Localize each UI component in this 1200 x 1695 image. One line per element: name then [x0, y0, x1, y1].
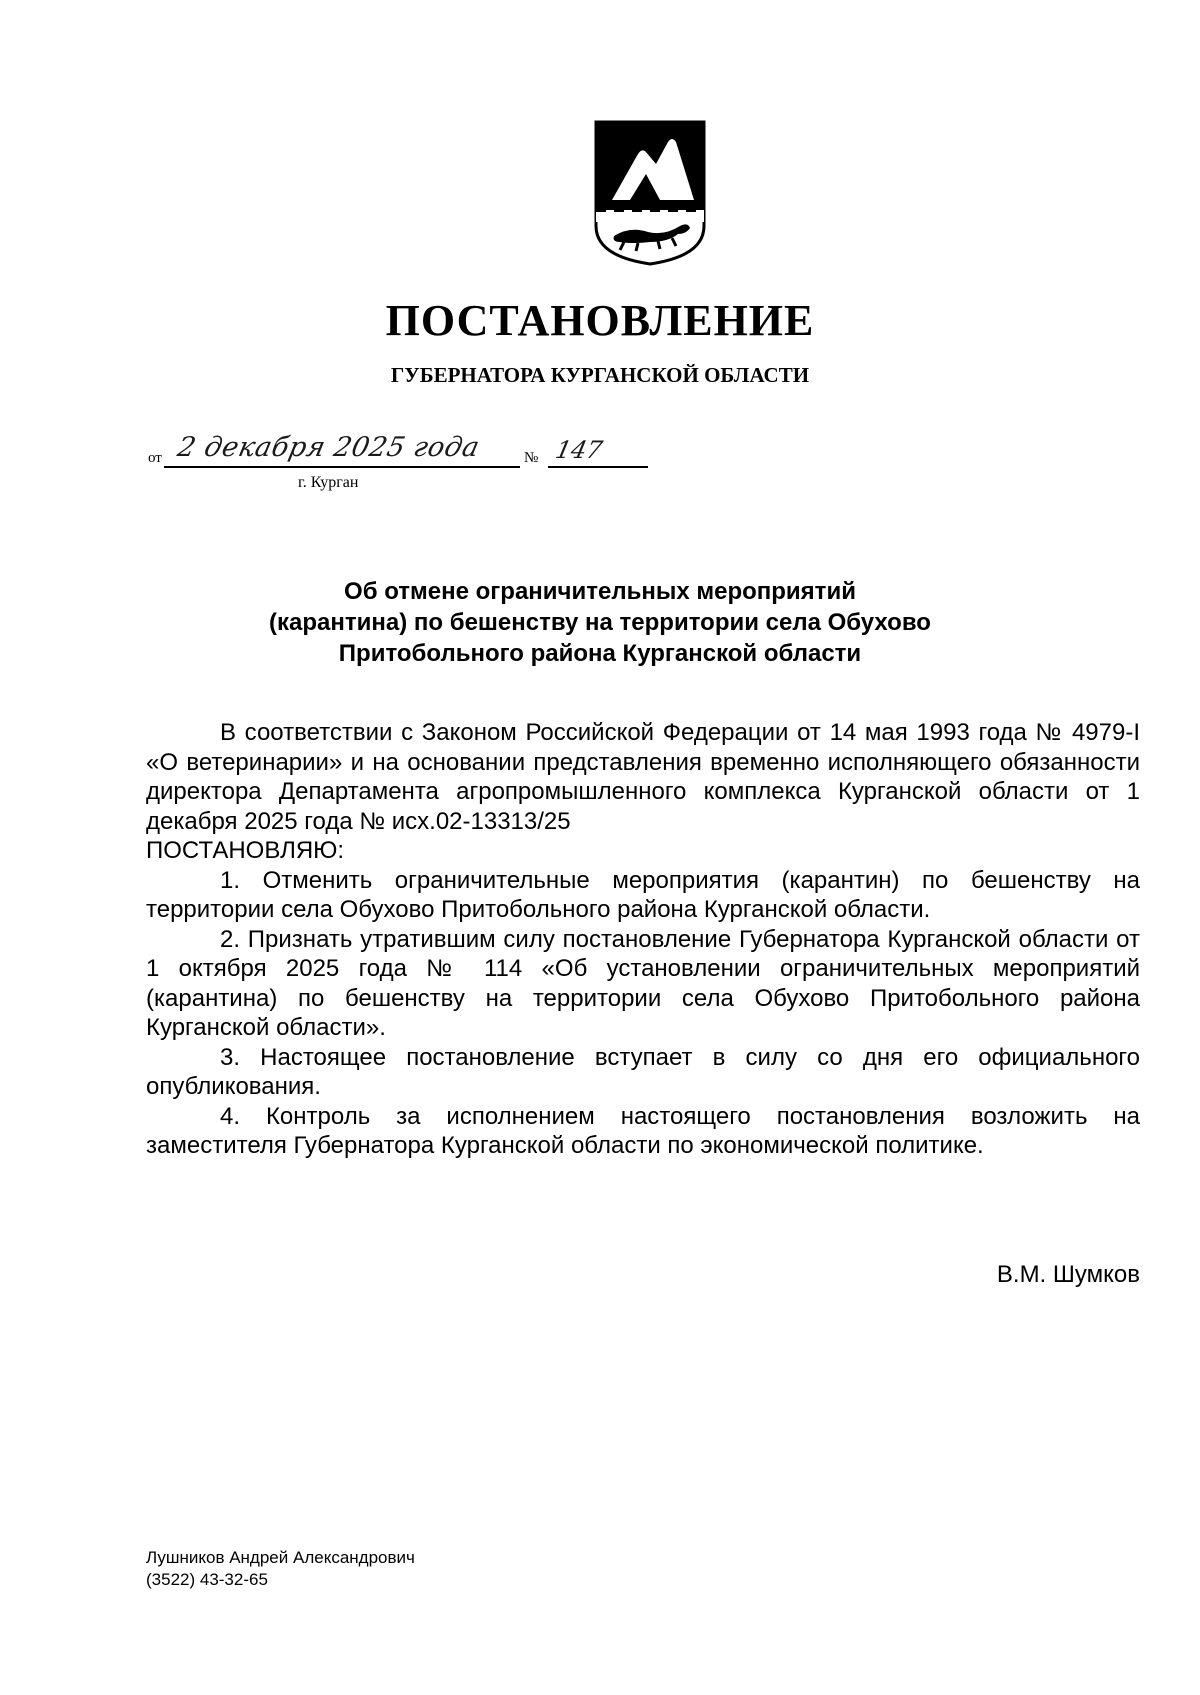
- document-subject: [150, 576, 1050, 669]
- document-body: [146, 718, 1140, 1161]
- executor-phone: (3522) 43-32-65: [146, 1570, 268, 1589]
- decree-item: 3. Настоящее постановление вступает в силу со дня его официального опубликования.: [146, 1043, 1140, 1100]
- decree-word: ПОСТАНОВЛЯЮ:: [146, 837, 345, 864]
- executor-name: Лушников Андрей Александрович: [146, 1548, 415, 1567]
- number-prefix: №: [524, 450, 539, 466]
- signatory-name: В.М. Шумков: [996, 1261, 1140, 1288]
- preamble-paragraph: В соответствии с Законом Российской Федерации от 14 мая 1993 года № 4979-I «О ветеринарии» и на основании представления временно исполняющего обязанности директора Департамента агропромышленного комплекса Курганской области от 1 декабря 2025 года № исх.02-13313/25: [146, 719, 1140, 835]
- handwritten-number: 147: [553, 436, 605, 464]
- coat-of-arms-icon: [590, 118, 710, 268]
- document-type-title: ПОСТАНОВЛЕНИЕ: [385, 296, 815, 345]
- subject-line: Об отмене ограничительных мероприятий: [344, 578, 856, 605]
- issuer-subtitle: ГУБЕРНАТОРА КУРГАНСКОЙ ОБЛАСТИ: [390, 363, 810, 387]
- subject-line: (карантина) по бешенству на территории села Обухово: [269, 609, 931, 636]
- subject-line: Притобольного района Курганской области: [338, 640, 862, 667]
- decree-item: 2. Признать утратившим силу постановление Губернатора Курганской области от 1 октября 2025 года № 114 «Об установлении ограничительных мероприятий (карантина) по бешенству на территории села Обухово Притобольного района Курганской области».: [146, 925, 1140, 1041]
- city-label: г. Курган: [298, 474, 359, 491]
- date-prefix: от: [148, 450, 162, 466]
- number-underline: [548, 466, 648, 468]
- decree-item: 1. Отменить ограничительные мероприятия (карантин) по бешенству на территории села Обухово Притобольного района Курганской области.: [146, 866, 1140, 923]
- date-number-line: [148, 432, 668, 492]
- handwritten-date: 2 декабря 2025 года: [174, 432, 483, 463]
- date-underline: [164, 466, 520, 468]
- executor-block: [146, 1547, 415, 1591]
- decree-item: 4. Контроль за исполнением настоящего постановления возложить на заместителя Губернатора Курганской области по экономической политике.: [146, 1102, 1140, 1159]
